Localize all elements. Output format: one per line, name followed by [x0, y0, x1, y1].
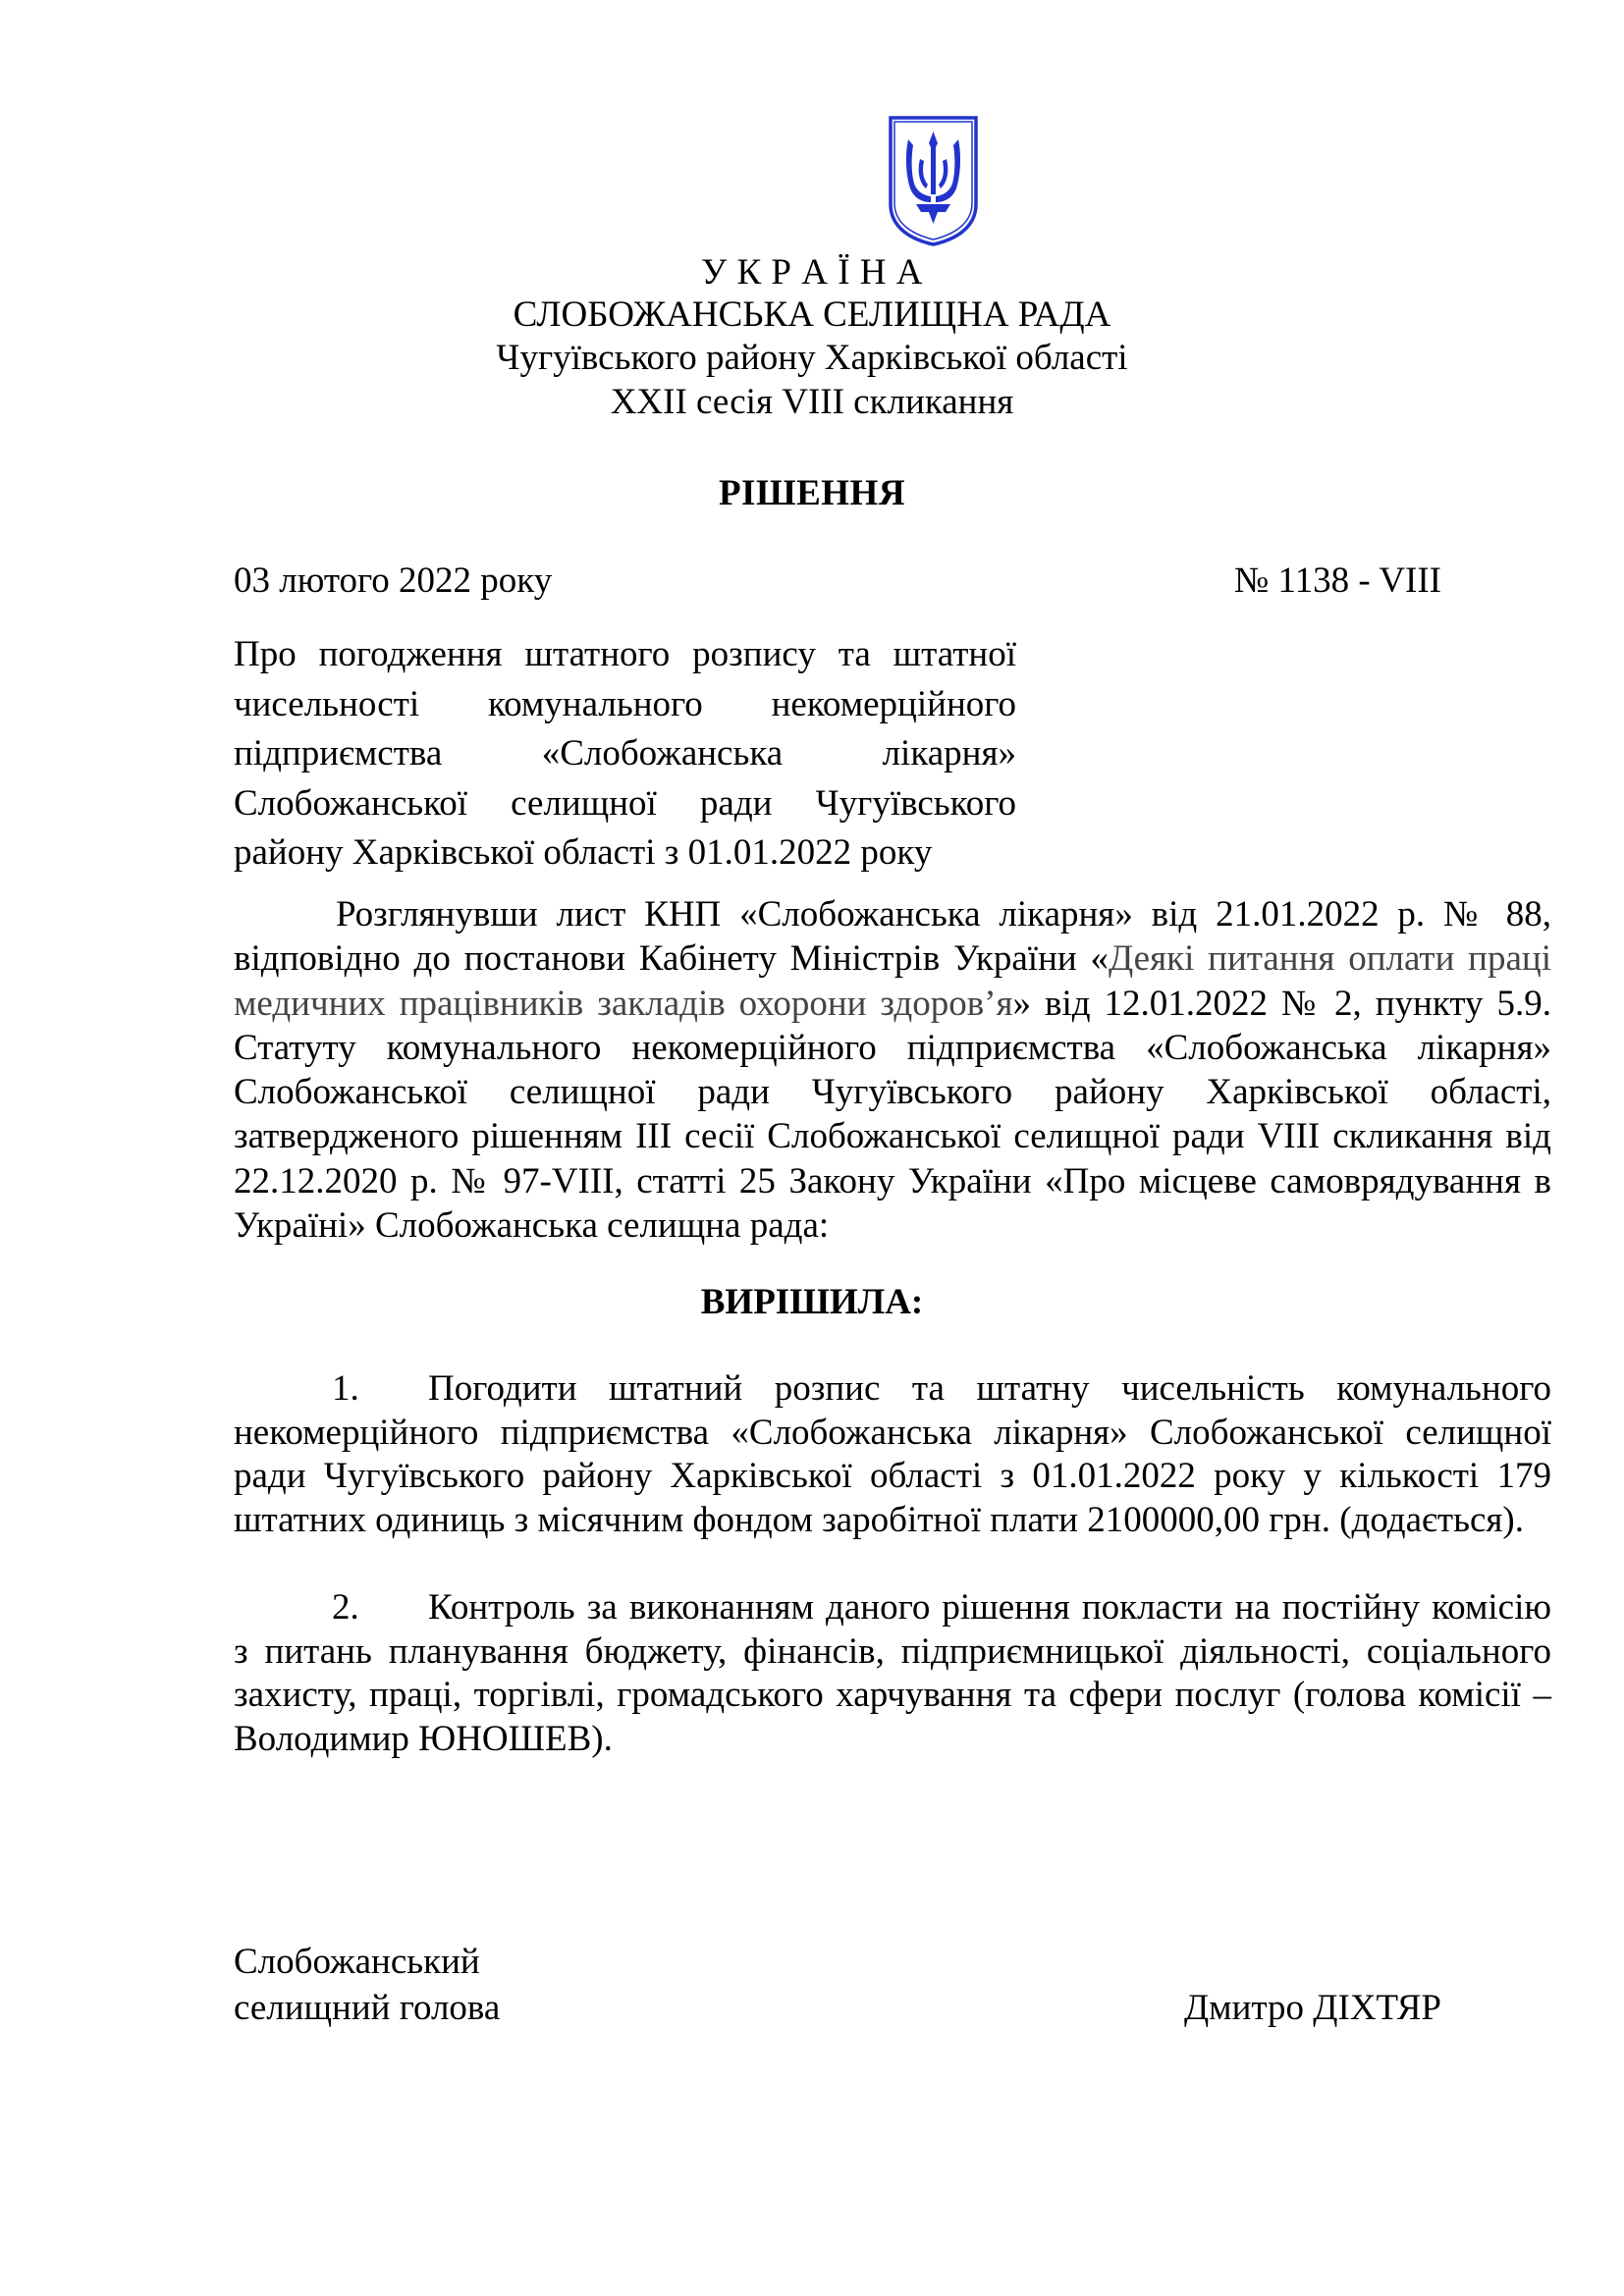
decision-subject — [234, 630, 1016, 879]
resolution-item-2 — [234, 1586, 1551, 1762]
preamble-text: » від 12.01.2022 № 2, пункту 5.9. Статуту комунального некомерційного підприємства «Слобожанська лікарня» Слобожанської селищної ради Чугуївського району Харківської області, затвердженого рішенням ІІІ сесії Слобожанської селищної ради VIII скликання від 22.12.2020 р. № 97-VIII, статті 25 Закону України «Про місцеве самоврядування в Україні» Слобожанська селищна рада: — [234, 983, 1551, 1247]
decision-date: 03 лютого 2022 року — [234, 561, 553, 601]
subject-line: району Харківської області з 01.01.2022 року — [234, 832, 933, 874]
resolution-title-link[interactable]: Деякі питання оплати праці медичних працівників закладів охорони здоров’я — [234, 938, 1551, 1024]
signatory-title-line-1: Слобожанський — [234, 1942, 480, 1982]
session-info: XXII сесія VIII скликання — [610, 382, 1014, 422]
trident-coat-of-arms-icon — [887, 114, 980, 247]
preamble-text: Розглянувши лист КНП «Слобожанська лікарня» від 21.01.2022 р. № 88, відповідно до постанови Кабінету Міністрів України « — [234, 894, 1551, 980]
subject-line: підприємства «Слобожанська лікарня» — [234, 733, 1016, 774]
subject-line: Про погодження штатного розпису та штатної — [234, 634, 1016, 674]
item-text: Контроль за виконанням даного рішення покласти на постійну комісію з питань планування бюджету, фінансів, підприємницької діяльності, соціального захисту, праці, торгівлі, громадського харчування та сфери послуг (голова комісії – Володимир ЮНОШЕВ). — [234, 1587, 1551, 1760]
item-number: 1. — [332, 1368, 359, 1409]
country-name: У К Р А Ї Н А — [701, 252, 923, 293]
district-name: Чугуївського району Харківської області — [496, 338, 1128, 378]
resolved-heading: ВИРІШИЛА: — [700, 1282, 924, 1322]
subject-line: чисельності комунального некомерційного — [234, 683, 1016, 724]
preamble-paragraph — [234, 892, 1551, 1248]
resolution-item-1 — [234, 1367, 1551, 1543]
item-number: 2. — [332, 1587, 359, 1628]
decision-number: № 1138 - VIII — [1233, 561, 1441, 601]
council-name: СЛОБОЖАНСЬКА СЕЛИЩНА РАДА — [513, 294, 1111, 335]
signatory-title-line-2: селищний голова — [234, 1988, 501, 2028]
item-text: Погодити штатний розпис та штатну чисельність комунального некомерційного підприємства «Слобожанська лікарня» Слобожанської селищної ради Чугуївського району Харківської області з 01.01.2022 року у кількості 179 штатних одиниць з місячним фондом заробітної плати 2100000,00 грн. (додається). — [234, 1368, 1551, 1541]
signatory-name: Дмитро ДІХТЯР — [1183, 1988, 1441, 2028]
subject-line: Слобожанської селищної ради Чугуївського — [234, 782, 1016, 824]
document-title: РІШЕННЯ — [718, 473, 906, 513]
